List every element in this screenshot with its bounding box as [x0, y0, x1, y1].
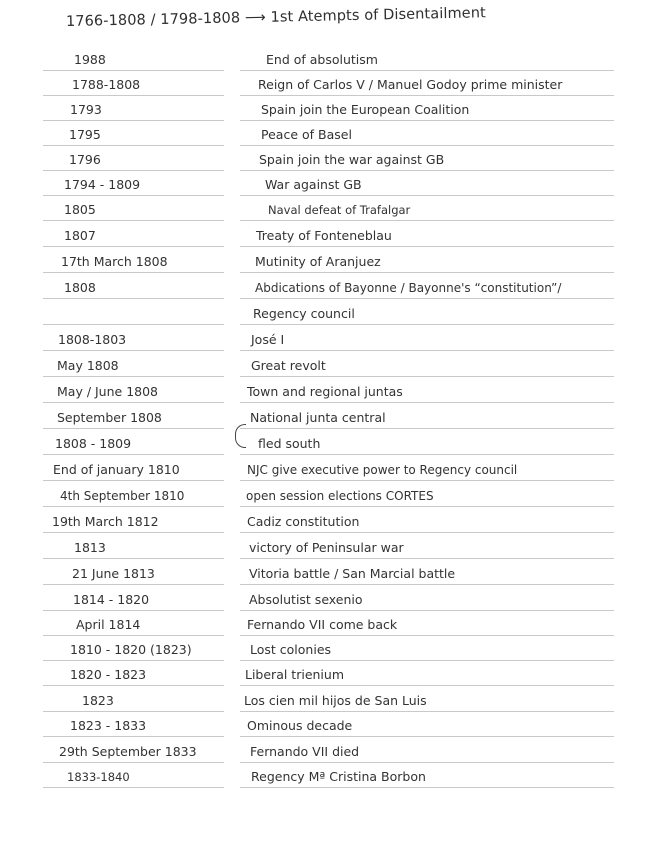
ruled-line	[43, 402, 224, 403]
timeline-row	[0, 196, 656, 221]
row-event: Regency Mª Cristina Borbon	[251, 769, 426, 784]
row-date: 1823 - 1833	[70, 718, 147, 733]
row-date: May / June 1808	[57, 384, 159, 399]
row-event: NJC give executive power to Regency council	[247, 463, 518, 477]
ruled-line	[240, 272, 614, 273]
row-event: Spain join the European Coalition	[261, 102, 470, 117]
ruled-line	[240, 480, 614, 481]
row-event: End of absolutism	[266, 52, 378, 67]
row-date: 1814 - 1820	[73, 592, 150, 607]
ruled-line	[43, 584, 224, 585]
row-event: Cadiz constitution	[247, 514, 360, 529]
row-date: 1813	[74, 540, 106, 555]
row-date: 1833-1840	[67, 770, 130, 784]
ruled-line	[43, 787, 224, 788]
ruled-line	[240, 584, 614, 585]
row-date: 1793	[70, 102, 102, 117]
row-event: fled south	[258, 436, 321, 451]
row-event: Regency council	[253, 306, 355, 321]
timeline-row	[0, 508, 656, 533]
ruled-line	[43, 350, 224, 351]
ruled-line	[240, 376, 614, 377]
ruled-line	[240, 736, 614, 737]
timeline-row	[0, 274, 656, 299]
ruled-line	[43, 220, 224, 221]
ruled-line	[240, 532, 614, 533]
row-event: Reign of Carlos V / Manuel Godoy prime minister	[258, 77, 563, 92]
timeline-row	[0, 636, 656, 661]
row-event: Abdications of Bayonne / Bayonne's “constitution”/	[255, 281, 562, 295]
row-date: 1788-1808	[72, 77, 141, 92]
ruled-line	[240, 506, 614, 507]
ruled-line	[43, 736, 224, 737]
row-event: War against GB	[265, 177, 362, 192]
ruled-line	[43, 454, 224, 455]
row-event: Absolutist sexenio	[249, 592, 363, 607]
ruled-line	[43, 376, 224, 377]
timeline-row	[0, 248, 656, 273]
row-date: 1796	[69, 152, 101, 167]
ruled-line	[240, 454, 614, 455]
row-date: 1795	[69, 127, 101, 142]
ruled-line	[240, 298, 614, 299]
row-date: 1808	[64, 280, 96, 295]
row-date: 17th March 1808	[61, 254, 168, 269]
row-date: 29th September 1833	[59, 744, 197, 759]
ruled-line	[43, 246, 224, 247]
timeline-row	[0, 738, 656, 763]
timeline-row	[0, 352, 656, 377]
row-event: Lost colonies	[250, 642, 332, 657]
timeline-row	[0, 222, 656, 247]
row-date: April 1814	[76, 617, 141, 632]
ruled-line	[43, 506, 224, 507]
timeline-row	[0, 763, 656, 788]
ruled-line	[43, 272, 224, 273]
ruled-line	[240, 402, 614, 403]
row-event: Fernando VII come back	[247, 617, 398, 632]
row-event: Town and regional juntas	[247, 384, 403, 399]
ruled-line	[43, 324, 224, 325]
row-date: 21 June 1813	[72, 566, 155, 581]
ruled-line	[43, 480, 224, 481]
row-event: Naval defeat of Trafalgar	[268, 203, 411, 217]
timeline-row	[0, 456, 656, 481]
row-date: 1820 - 1823	[70, 667, 147, 682]
row-date: 1794 - 1809	[64, 177, 141, 192]
timeline-row	[0, 712, 656, 737]
row-date: 4th September 1810	[60, 489, 185, 503]
timeline-row	[0, 121, 656, 146]
ruled-line	[240, 558, 614, 559]
row-date: May 1808	[57, 358, 119, 373]
timeline-row	[0, 482, 656, 507]
row-date: 1807	[64, 228, 96, 243]
timeline-row	[0, 96, 656, 121]
row-date: 1810 - 1820 (1823)	[70, 642, 192, 657]
row-date: 1823	[82, 693, 114, 708]
row-event: Treaty of Fonteneblau	[256, 228, 392, 243]
ruled-line	[240, 220, 614, 221]
ruled-line	[240, 324, 614, 325]
timeline-row	[0, 146, 656, 171]
timeline-row	[0, 71, 656, 96]
timeline-row	[0, 430, 656, 455]
ruled-line	[240, 428, 614, 429]
row-event: National junta central	[250, 410, 386, 425]
row-event: Vitoria battle / San Marcial battle	[249, 566, 456, 581]
timeline-row	[0, 46, 656, 71]
page-title: 1766-1808 / 1798-1808 ⟶ 1st Atempts of Disentailment	[65, 5, 486, 30]
row-event: Fernando VII died	[250, 744, 360, 759]
row-event: Peace of Basel	[261, 127, 352, 142]
timeline-row	[0, 326, 656, 351]
ruled-line	[240, 685, 614, 686]
row-event: Great revolt	[251, 358, 326, 373]
row-event: Liberal trienium	[245, 667, 345, 682]
ruled-line	[43, 298, 224, 299]
ruled-line	[240, 787, 614, 788]
row-event: Los cien mil hijos de San Luis	[244, 693, 427, 708]
row-date: 1805	[64, 202, 96, 217]
ruled-line	[43, 558, 224, 559]
curved-arrow-icon	[235, 424, 246, 448]
row-date: September 1808	[57, 410, 162, 425]
ruled-line	[43, 428, 224, 429]
row-event: open session elections CORTES	[246, 489, 434, 503]
timeline-row	[0, 661, 656, 686]
timeline-row	[0, 171, 656, 196]
timeline-row	[0, 300, 656, 325]
row-date: 1808-1803	[58, 332, 127, 347]
timeline-row	[0, 611, 656, 636]
timeline-row	[0, 586, 656, 611]
timeline-row	[0, 534, 656, 559]
timeline-row	[0, 404, 656, 429]
ruled-line	[240, 350, 614, 351]
row-date: End of january 1810	[53, 462, 180, 477]
timeline-row	[0, 560, 656, 585]
row-event: Ominous decade	[247, 718, 353, 733]
row-event: José I	[251, 332, 285, 347]
timeline-row	[0, 687, 656, 712]
ruled-line	[43, 532, 224, 533]
ruled-line	[43, 685, 224, 686]
row-date: 1808 - 1809	[55, 436, 132, 451]
row-date: 19th March 1812	[52, 514, 159, 529]
row-date: 1988	[74, 52, 106, 67]
row-event: Mutinity of Aranjuez	[255, 254, 381, 269]
ruled-line	[240, 246, 614, 247]
row-event: Spain join the war against GB	[259, 152, 445, 167]
timeline-row	[0, 378, 656, 403]
row-event: victory of Peninsular war	[249, 540, 404, 555]
